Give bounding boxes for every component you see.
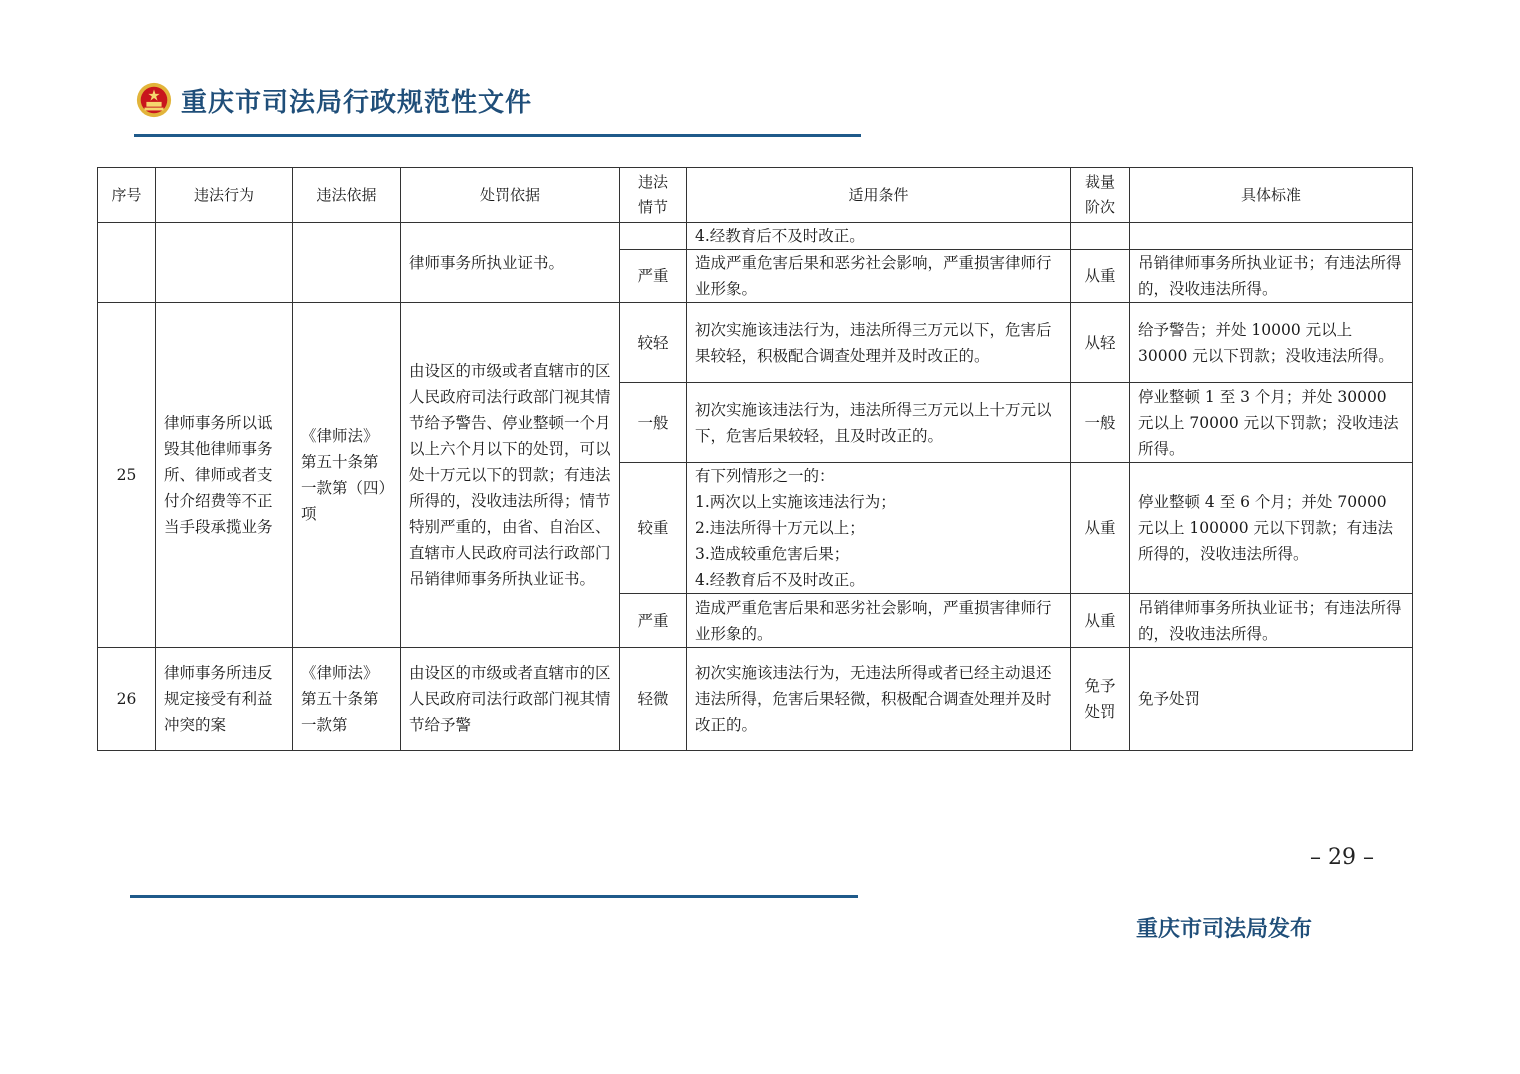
cell-level (1071, 223, 1130, 250)
cell-condition: 造成严重危害后果和恶劣社会影响，严重损害律师行业形象的。 (687, 594, 1071, 648)
cell-standard: 给予警告；并处 10000 元以上 30000 元以下罚款；没收违法所得。 (1130, 303, 1413, 383)
cell-condition: 造成严重危害后果和恶劣社会影响，严重损害律师行业形象。 (687, 250, 1071, 303)
col-header-law: 违法依据 (293, 168, 401, 223)
col-header-standard: 具体标准 (1130, 168, 1413, 223)
cell-basis: 由设区的市级或者直辖市的区人民政府司法行政部门视其情节给予警 (401, 648, 620, 751)
cell-basis: 由设区的市级或者直辖市的区人民政府司法行政部门视其情节给予警告、停业整顿一个月以上六个月以下的处罚，可以处十万元以下的罚款；有违法所得的，没收违法所得；情节特别严重的，由省、自治区、直辖市人民政府司法行政部门吊销律师事务所执业证书。 (401, 303, 620, 648)
footer-rule (130, 895, 858, 898)
col-header-no: 序号 (98, 168, 156, 223)
cell-condition: 初次实施该违法行为，违法所得三万元以上十万元以下，危害后果较轻，且及时改正的。 (687, 383, 1071, 463)
cell-condition: 4.经教育后不及时改正。 (687, 223, 1071, 250)
cell-no (98, 223, 156, 303)
cell-basis: 律师事务所执业证书。 (401, 223, 620, 303)
table-header-row (98, 168, 1413, 223)
table-row (98, 303, 1413, 383)
cell-law: 《律师法》第五十条第一款第 (293, 648, 401, 751)
cell-behavior: 律师事务所违反规定接受有利益冲突的案 (156, 648, 293, 751)
footer-publisher: 重庆市司法局发布 (1136, 917, 1313, 942)
cell-law (293, 223, 401, 303)
cell-behavior (156, 223, 293, 303)
cell-circumstance: 较轻 (620, 303, 687, 383)
cell-level: 一般 (1071, 383, 1130, 463)
col-header-level: 裁量 阶次 (1071, 168, 1130, 223)
header-rule (134, 134, 861, 137)
document-header (135, 78, 532, 122)
cell-circumstance (620, 223, 687, 250)
document-header-title: 重庆市司法局行政规范性文件 (181, 87, 533, 118)
cell-level: 从重 (1071, 250, 1130, 303)
table-row (98, 223, 1413, 250)
cell-standard: 停业整顿 1 至 3 个月；并处 30000 元以上 70000 元以下罚款；没收违法所得。 (1130, 383, 1413, 463)
col-header-basis: 处罚依据 (401, 168, 620, 223)
cell-circumstance: 严重 (620, 594, 687, 648)
cell-no: 25 (98, 303, 156, 648)
cell-law: 《律师法》第五十条第一款第（四）项 (293, 303, 401, 648)
page-number: – 29 – (1310, 845, 1374, 870)
cell-condition: 有下列情形之一的： 1.两次以上实施该违法行为； 2.违法所得十万元以上； 3.造成较重危害后果； 4.经教育后不及时改正。 (687, 463, 1071, 594)
national-emblem-icon (135, 81, 173, 119)
cell-circumstance: 较重 (620, 463, 687, 594)
cell-standard: 停业整顿 4 至 6 个月；并处 70000 元以上 100000 元以下罚款；有违法所得的，没收违法所得。 (1130, 463, 1413, 594)
cell-circumstance: 一般 (620, 383, 687, 463)
cell-circumstance: 轻微 (620, 648, 687, 751)
cell-standard (1130, 223, 1413, 250)
penalty-standards-table (97, 167, 1413, 751)
cell-standard: 吊销律师事务所执业证书；有违法所得的，没收违法所得。 (1130, 594, 1413, 648)
cell-level: 从重 (1071, 594, 1130, 648)
cell-level: 从轻 (1071, 303, 1130, 383)
table-row (98, 648, 1413, 751)
cell-condition: 初次实施该违法行为，无违法所得或者已经主动退还违法所得，危害后果轻微，积极配合调查处理并及时改正的。 (687, 648, 1071, 751)
cell-behavior: 律师事务所以诋毁其他律师事务所、律师或者支付介绍费等不正当手段承揽业务 (156, 303, 293, 648)
cell-level: 免予 处罚 (1071, 648, 1130, 751)
cell-condition: 初次实施该违法行为，违法所得三万元以下，危害后果较轻，积极配合调查处理并及时改正的。 (687, 303, 1071, 383)
cell-standard: 免予处罚 (1130, 648, 1413, 751)
col-header-condition: 适用条件 (687, 168, 1071, 223)
cell-level: 从重 (1071, 463, 1130, 594)
cell-circumstance: 严重 (620, 250, 687, 303)
col-header-circumstance: 违法 情节 (620, 168, 687, 223)
col-header-behavior: 违法行为 (156, 168, 293, 223)
cell-no: 26 (98, 648, 156, 751)
cell-standard: 吊销律师事务所执业证书；有违法所得的，没收违法所得。 (1130, 250, 1413, 303)
